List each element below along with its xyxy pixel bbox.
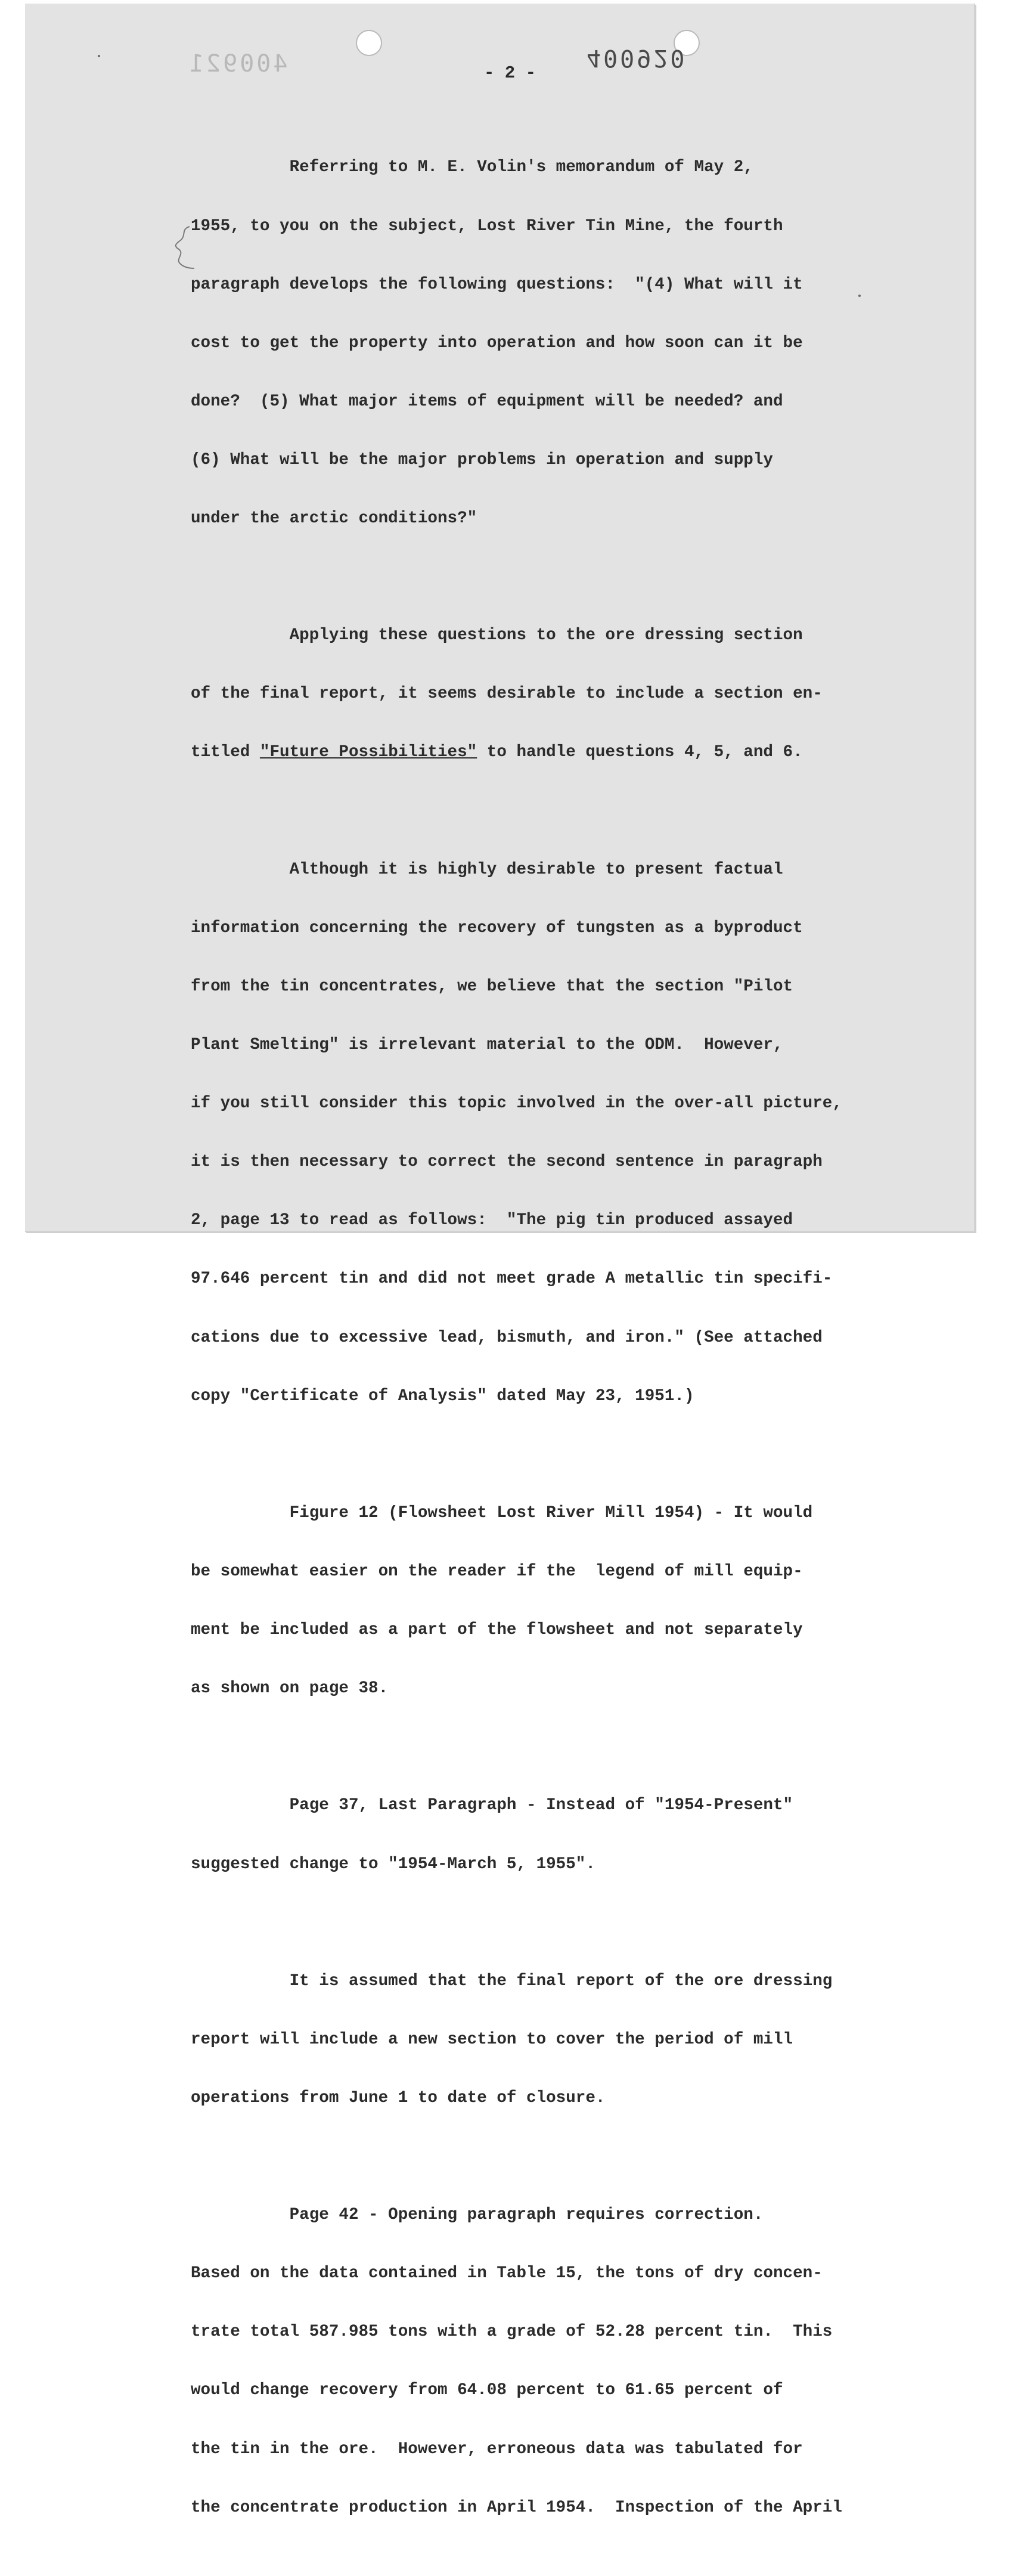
text-line: the concentrate production in April 1954. Inspection of the April: [191, 2498, 842, 2517]
text-line: Based on the data contained in Table 15, the tons of dry concen-: [191, 2264, 823, 2283]
text-line: done? (5) What major items of equipment will be needed? and: [191, 392, 783, 411]
text-line: information concerning the recovery of tungsten as a byproduct: [191, 918, 803, 937]
text-line: paragraph develops the following questions: "(4) What will it: [191, 275, 803, 294]
text-line: report will include a new section to cover the period of mill: [191, 2030, 793, 2049]
text-line: ment be included as a part of the flowsheet and not separately: [191, 1621, 803, 1640]
text-line: cost to get the property into operation and how soon can it be: [191, 333, 803, 352]
paper-speck: [858, 295, 861, 297]
document-stamp-number: 400920: [587, 44, 687, 72]
underlined-title: "Future Possibilities": [259, 743, 477, 762]
memo-body: [191, 119, 858, 2576]
text-line: Although it is highly desirable to present factual: [191, 860, 783, 879]
text-line: of the final report, it seems desirable to include a section en-: [191, 685, 823, 704]
text-line: Referring to M. E. Volin's memorandum of May 2,: [191, 158, 753, 177]
text-line: it is then necessary to correct the second sentence in paragraph: [191, 1153, 823, 1172]
text-line: be somewhat easier on the reader if the legend of mill equip-: [191, 1562, 803, 1581]
punch-hole-left: [356, 30, 382, 56]
paragraph-final-report: [191, 1933, 858, 2147]
paragraph-volin-memo: [191, 119, 858, 568]
text-line: Figure 12 (Flowsheet Lost River Mill 1954) - It would: [191, 1503, 813, 1522]
text-line: Plant Smelting" is irrelevant material to the ODM. However,: [191, 1036, 783, 1055]
text-line: trate total 587.985 tons with a grade of 52.28 percent tin. This: [191, 2323, 833, 2342]
text-line: as shown on page 38.: [191, 1679, 389, 1698]
text-line: operations from June 1 to date of closure.: [191, 2088, 606, 2107]
text-line: would change recovery from 64.08 percent to 61.65 percent of: [191, 2381, 783, 2400]
paragraph-page-37: [191, 1757, 858, 1914]
text-line: Applying these questions to the ore dressing section: [191, 626, 803, 645]
text-line: under the arctic conditions?": [191, 509, 477, 528]
text-line: [191, 743, 858, 763]
text-line: if you still consider this topic involved in the over-all picture,: [191, 1094, 842, 1113]
text-line: suggested change to "1954-March 5, 1955".: [191, 1854, 595, 1874]
text-line: Page 42 - Opening paragraph requires correction.: [191, 2206, 764, 2225]
text-line: from the tin concentrates, we believe that the section "Pilot: [191, 977, 793, 996]
text-line: It is assumed that the final report of the ore dressing: [191, 1971, 833, 1990]
text-line: 1955, to you on the subject, Lost River Tin Mine, the fourth: [191, 216, 783, 236]
text-line: cations due to excessive lead, bismuth, and iron." (See attached: [191, 1328, 823, 1347]
paragraph-figure-12: [191, 1465, 858, 1738]
text-line: (6) What will be the major problems in operation and supply: [191, 450, 773, 469]
bleed-through-stamp: 400921: [187, 50, 288, 78]
text-fragment: titled: [191, 743, 260, 762]
text-line: 2, page 13 to read as follows: "The pig tin produced assayed: [191, 1211, 793, 1230]
text-line: Page 37, Last Paragraph - Instead of "1954-Present": [191, 1796, 793, 1815]
text-line: the tin in the ore. However, erroneous data was tabulated for: [191, 2439, 803, 2459]
paragraph-pilot-plant-smelting: [191, 821, 858, 1445]
text-line: copy "Certificate of Analysis" dated May 23, 1951.): [191, 1386, 694, 1405]
paper-speck: [98, 55, 100, 57]
page-number: - 2 -: [484, 63, 536, 83]
text-line: 97.646 percent tin and did not meet grade A metallic tin specifi-: [191, 1270, 833, 1289]
text-fragment: to handle questions 4, 5, and 6.: [477, 743, 803, 762]
paragraph-future-possibilities: [191, 587, 858, 802]
paragraph-page-42: [191, 2167, 858, 2557]
